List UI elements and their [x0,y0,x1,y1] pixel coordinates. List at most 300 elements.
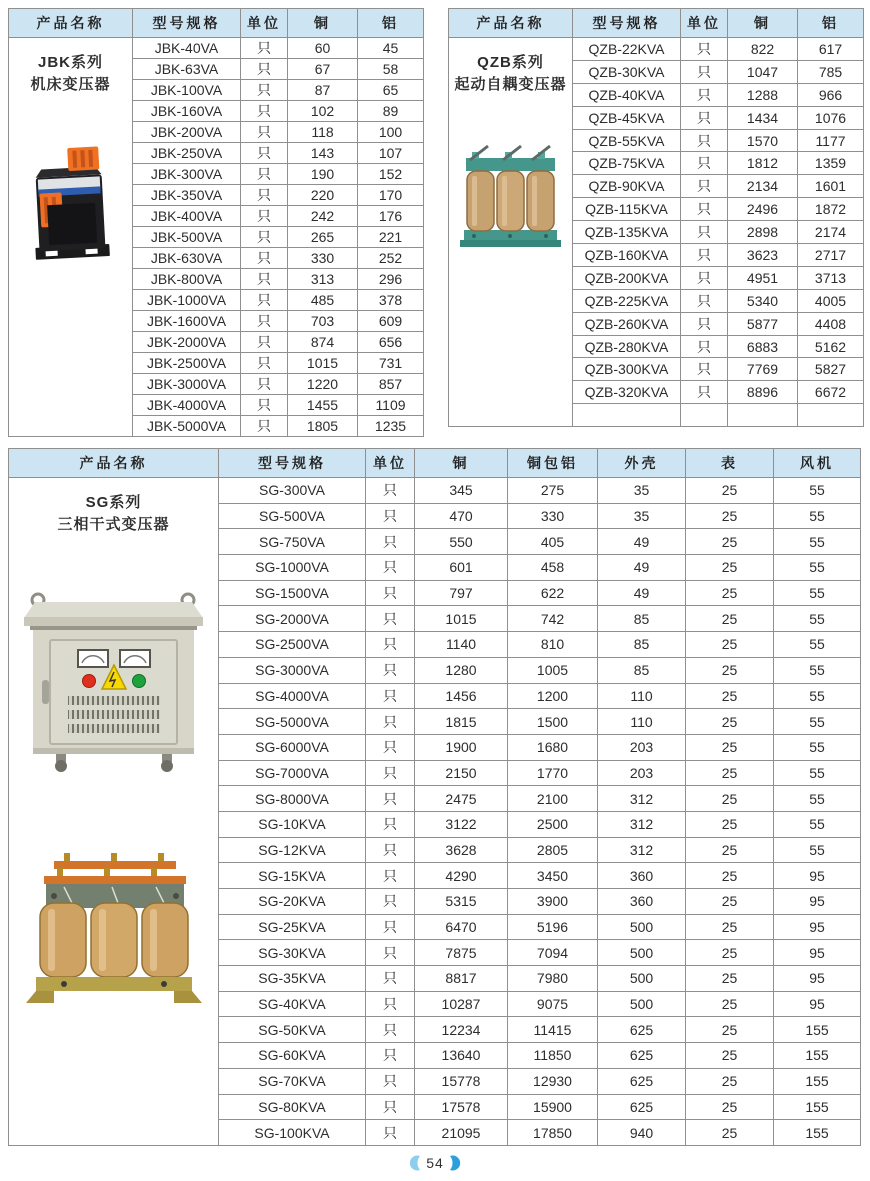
cell: 601 [415,555,508,581]
cell: 405 [508,529,598,555]
cell: 95 [774,940,861,966]
cell: 25 [686,478,774,504]
cell: 4290 [415,863,508,889]
cell: JBK-1600VA [133,311,241,332]
cell: 只 [241,101,288,122]
cell: 1815 [415,709,508,735]
cell: 118 [288,122,358,143]
cell: 只 [681,38,728,61]
cell: 110 [598,709,686,735]
cell: 55 [774,709,861,735]
next-page-icon [449,1155,462,1171]
column-header-1: 型号规格 [219,449,366,478]
cell: SG-4000VA [219,683,366,709]
cell: 609 [358,311,424,332]
cell: 3713 [798,266,864,289]
cell: SG-40KVA [219,991,366,1017]
cell: QZB-115KVA [573,198,681,221]
cell: 703 [288,311,358,332]
qzb-series-name [454,52,566,96]
sg-product-cell [9,478,219,1146]
cell: 9075 [508,991,598,1017]
cell: 1280 [415,657,508,683]
cell: 242 [288,206,358,227]
sg-series-name [57,492,169,536]
cell: 只 [241,206,288,227]
cell: JBK-2000VA [133,332,241,353]
cell: SG-1000VA [219,555,366,581]
cell: 1047 [728,60,798,83]
cell: 11850 [508,1043,598,1069]
prev-page-icon [408,1155,421,1171]
cell: 1456 [415,683,508,709]
cell: JBK-63VA [133,59,241,80]
qzb-transformer-photo [458,140,563,255]
cell: 3450 [508,863,598,889]
cell: 只 [366,478,415,504]
cell: 170 [358,185,424,206]
cell: 1872 [798,198,864,221]
cell: 6672 [798,381,864,404]
cell: 1680 [508,734,598,760]
cell: QZB-22KVA [573,38,681,61]
cell: 只 [681,244,728,267]
cell: 312 [598,786,686,812]
cell: 6883 [728,335,798,358]
cell: 500 [598,991,686,1017]
cell: QZB-260KVA [573,312,681,335]
sg-price-table [8,448,861,1146]
cell: 11415 [508,1017,598,1043]
cell: 只 [366,503,415,529]
series-name-line2: 三相干式变压器 [57,516,170,533]
page-number: 54 [426,1155,444,1171]
cell: 只 [681,129,728,152]
cell: 2496 [728,198,798,221]
cell: 25 [686,632,774,658]
cell: 360 [598,863,686,889]
cell: 1015 [288,353,358,374]
cell: 只 [681,221,728,244]
cell: 55 [774,811,861,837]
cell: 4408 [798,312,864,335]
cell: SG-15KVA [219,863,366,889]
cell: SG-70KVA [219,1068,366,1094]
cell: 203 [598,760,686,786]
cell: 25 [686,555,774,581]
cell: 只 [681,106,728,129]
cell: SG-8000VA [219,786,366,812]
cell: JBK-160VA [133,101,241,122]
cell: 只 [241,80,288,101]
cell: 2500 [508,811,598,837]
column-header-2: 单位 [681,9,728,38]
cell: 12930 [508,1068,598,1094]
sg-enclosed-transformer-photo [16,588,211,775]
cell: 55 [774,503,861,529]
cell: 只 [366,786,415,812]
cell: 只 [366,1017,415,1043]
cell: 只 [366,991,415,1017]
cell: 190 [288,164,358,185]
cell: 55 [774,734,861,760]
cell: 55 [774,632,861,658]
cell: 1288 [728,83,798,106]
cell: 60 [288,38,358,59]
cell: 85 [598,632,686,658]
cell: JBK-250VA [133,143,241,164]
jbk-price-table [8,8,424,437]
cell: 485 [288,290,358,311]
cell: QZB-160KVA [573,244,681,267]
cell: 25 [686,1094,774,1120]
cell: 25 [686,1043,774,1069]
cell: 7980 [508,966,598,992]
column-header-2: 单位 [366,449,415,478]
cell: 95 [774,863,861,889]
cell: 只 [366,580,415,606]
cell: 5196 [508,914,598,940]
cell: 8817 [415,966,508,992]
cell: 7875 [415,940,508,966]
cell: 470 [415,503,508,529]
cell: SG-100KVA [219,1120,366,1146]
cell: 只 [366,632,415,658]
cell: 25 [686,503,774,529]
cell: 15778 [415,1068,508,1094]
cell: 1500 [508,709,598,735]
cell: QZB-40KVA [573,83,681,106]
column-header-3: 铜 [415,449,508,478]
cell: 5315 [415,889,508,915]
cell: QZB-55KVA [573,129,681,152]
cell: 只 [241,332,288,353]
cell: 656 [358,332,424,353]
cell: 只 [241,185,288,206]
cell: 只 [366,760,415,786]
cell: 731 [358,353,424,374]
cell: 25 [686,1120,774,1146]
cell: 2150 [415,760,508,786]
cell: 25 [686,811,774,837]
cell: SG-5000VA [219,709,366,735]
qzb-product-cell [449,38,573,427]
cell: 87 [288,80,358,101]
cell: 25 [686,657,774,683]
cell: 155 [774,1094,861,1120]
cell: 67 [288,59,358,80]
cell: SG-2500VA [219,632,366,658]
cell: 只 [681,381,728,404]
cell: 95 [774,889,861,915]
cell: 1140 [415,632,508,658]
cell: 550 [415,529,508,555]
cell: 176 [358,206,424,227]
cell: 只 [241,59,288,80]
cell: 360 [598,889,686,915]
cell: 85 [598,657,686,683]
cell: 49 [598,529,686,555]
header-row [9,449,861,478]
cell: JBK-5000VA [133,416,241,437]
cell: 55 [774,580,861,606]
cell: 5340 [728,289,798,312]
cell: 2475 [415,786,508,812]
cell: 5827 [798,358,864,381]
cell: SG-750VA [219,529,366,555]
cell: JBK-800VA [133,269,241,290]
cell: 10287 [415,991,508,1017]
cell: 3122 [415,811,508,837]
cell: 252 [358,248,424,269]
cell: 25 [686,760,774,786]
page-footer [0,1152,870,1174]
cell: 7094 [508,940,598,966]
qzb-price-table [448,8,864,427]
cell: 312 [598,811,686,837]
cell: SG-2000VA [219,606,366,632]
column-header-5: 外壳 [598,449,686,478]
cell: SG-30KVA [219,940,366,966]
cell: 25 [686,889,774,915]
cell: 17578 [415,1094,508,1120]
cell: 25 [686,734,774,760]
cell: QZB-30KVA [573,60,681,83]
cell: 1235 [358,416,424,437]
cell: 只 [681,152,728,175]
cell: JBK-500VA [133,227,241,248]
cell: 55 [774,786,861,812]
cell: 155 [774,1120,861,1146]
cell: 1900 [415,734,508,760]
cell: 只 [241,122,288,143]
cell: 874 [288,332,358,353]
column-header-7: 风机 [774,449,861,478]
cell: 625 [598,1094,686,1120]
cell: 只 [681,60,728,83]
cell: 1200 [508,683,598,709]
cell: QZB-45KVA [573,106,681,129]
cell: SG-35KVA [219,966,366,992]
cell: 1455 [288,395,358,416]
cell: 1076 [798,106,864,129]
cell: 只 [241,353,288,374]
cell: 330 [288,248,358,269]
cell: 155 [774,1043,861,1069]
cell: 95 [774,991,861,1017]
cell: 312 [598,837,686,863]
cell: QZB-90KVA [573,175,681,198]
cell: 2100 [508,786,598,812]
cell: 25 [686,1017,774,1043]
column-header-4: 铝 [358,9,424,38]
cell: 622 [508,580,598,606]
cell: QZB-280KVA [573,335,681,358]
cell: SG-20KVA [219,889,366,915]
cell: 220 [288,185,358,206]
cell: 只 [241,395,288,416]
series-name-line2: 机床变压器 [30,76,111,93]
cell: 1005 [508,657,598,683]
cell: 65 [358,80,424,101]
cell: SG-50KVA [219,1017,366,1043]
column-header-4: 铝 [798,9,864,38]
cell: 221 [358,227,424,248]
cell: 35 [598,478,686,504]
cell: 只 [241,248,288,269]
cell: 只 [241,38,288,59]
table-row [9,38,424,59]
cell: 只 [241,164,288,185]
cell: 55 [774,478,861,504]
cell: JBK-400VA [133,206,241,227]
cell: 55 [774,683,861,709]
cell: 只 [366,811,415,837]
cell: 8896 [728,381,798,404]
cell: 17850 [508,1120,598,1146]
cell: QZB-200KVA [573,266,681,289]
cell: 55 [774,837,861,863]
cell: 只 [681,175,728,198]
column-header-0: 产品名称 [9,9,133,38]
cell: 25 [686,940,774,966]
cell: 500 [598,914,686,940]
cell: SG-12KVA [219,837,366,863]
cell: 625 [598,1043,686,1069]
cell: 只 [681,358,728,381]
cell: 500 [598,940,686,966]
empty-cell [728,404,798,427]
cell: 89 [358,101,424,122]
cell: 785 [798,60,864,83]
cell: 只 [366,966,415,992]
cell: JBK-630VA [133,248,241,269]
cell: 378 [358,290,424,311]
cell: 只 [241,374,288,395]
cell: 110 [598,683,686,709]
cell: 2717 [798,244,864,267]
cell: 4951 [728,266,798,289]
jbk-product-info [9,38,132,264]
cell: 1015 [415,606,508,632]
cell: QZB-300KVA [573,358,681,381]
cell: 275 [508,478,598,504]
cell: 857 [358,374,424,395]
cell: JBK-1000VA [133,290,241,311]
sg-open-frame-transformer-photo [24,851,204,1010]
cell: 只 [241,143,288,164]
column-header-4: 铜包铝 [508,449,598,478]
cell: 只 [241,416,288,437]
cell: SG-25KVA [219,914,366,940]
cell: 49 [598,555,686,581]
column-header-3: 铜 [288,9,358,38]
cell: 25 [686,914,774,940]
cell: 只 [681,266,728,289]
cell: 1109 [358,395,424,416]
cell: 330 [508,503,598,529]
cell: 1220 [288,374,358,395]
cell: QZB-135KVA [573,221,681,244]
column-header-6: 表 [686,449,774,478]
cell: 45 [358,38,424,59]
cell: 49 [598,580,686,606]
cell: JBK-200VA [133,122,241,143]
cell: 822 [728,38,798,61]
cell: JBK-300VA [133,164,241,185]
cell: 15900 [508,1094,598,1120]
cell: 1359 [798,152,864,175]
column-header-1: 型号规格 [133,9,241,38]
cell: 5162 [798,335,864,358]
cell: 617 [798,38,864,61]
cell: SG-80KVA [219,1094,366,1120]
cell: 625 [598,1017,686,1043]
cell: 只 [366,709,415,735]
cell: 296 [358,269,424,290]
cell: 1805 [288,416,358,437]
cell: 155 [774,1068,861,1094]
cell: 2174 [798,221,864,244]
cell: 4005 [798,289,864,312]
cell: 25 [686,529,774,555]
cell: 2898 [728,221,798,244]
cell: 只 [366,863,415,889]
cell: JBK-100VA [133,80,241,101]
empty-cell [798,404,864,427]
cell: SG-60KVA [219,1043,366,1069]
cell: QZB-75KVA [573,152,681,175]
cell: 1770 [508,760,598,786]
cell: 1434 [728,106,798,129]
cell: 2805 [508,837,598,863]
series-name-line1: SG系列 [85,494,142,511]
cell: 只 [241,227,288,248]
cell: 2134 [728,175,798,198]
cell: 只 [366,889,415,915]
cell: QZB-225KVA [573,289,681,312]
cell: 只 [241,269,288,290]
cell: 13640 [415,1043,508,1069]
table-row [9,478,861,504]
cell: 6470 [415,914,508,940]
cell: JBK-3000VA [133,374,241,395]
cell: 265 [288,227,358,248]
cell: 55 [774,555,861,581]
cell: 152 [358,164,424,185]
cell: 500 [598,966,686,992]
jbk-transformer-photo [23,142,118,264]
cell: SG-300VA [219,478,366,504]
series-name-line2: 起动自耦变压器 [454,76,567,93]
cell: 1601 [798,175,864,198]
cell: SG-10KVA [219,811,366,837]
cell: 只 [366,1068,415,1094]
cell: 100 [358,122,424,143]
cell: 107 [358,143,424,164]
cell: 只 [366,529,415,555]
cell: 25 [686,837,774,863]
cell: 只 [366,837,415,863]
sg-product-info [9,478,218,1010]
cell: SG-1500VA [219,580,366,606]
cell: 25 [686,863,774,889]
cell: 58 [358,59,424,80]
jbk-series-name [30,52,110,96]
cell: 3628 [415,837,508,863]
column-header-0: 产品名称 [449,9,573,38]
cell: 313 [288,269,358,290]
